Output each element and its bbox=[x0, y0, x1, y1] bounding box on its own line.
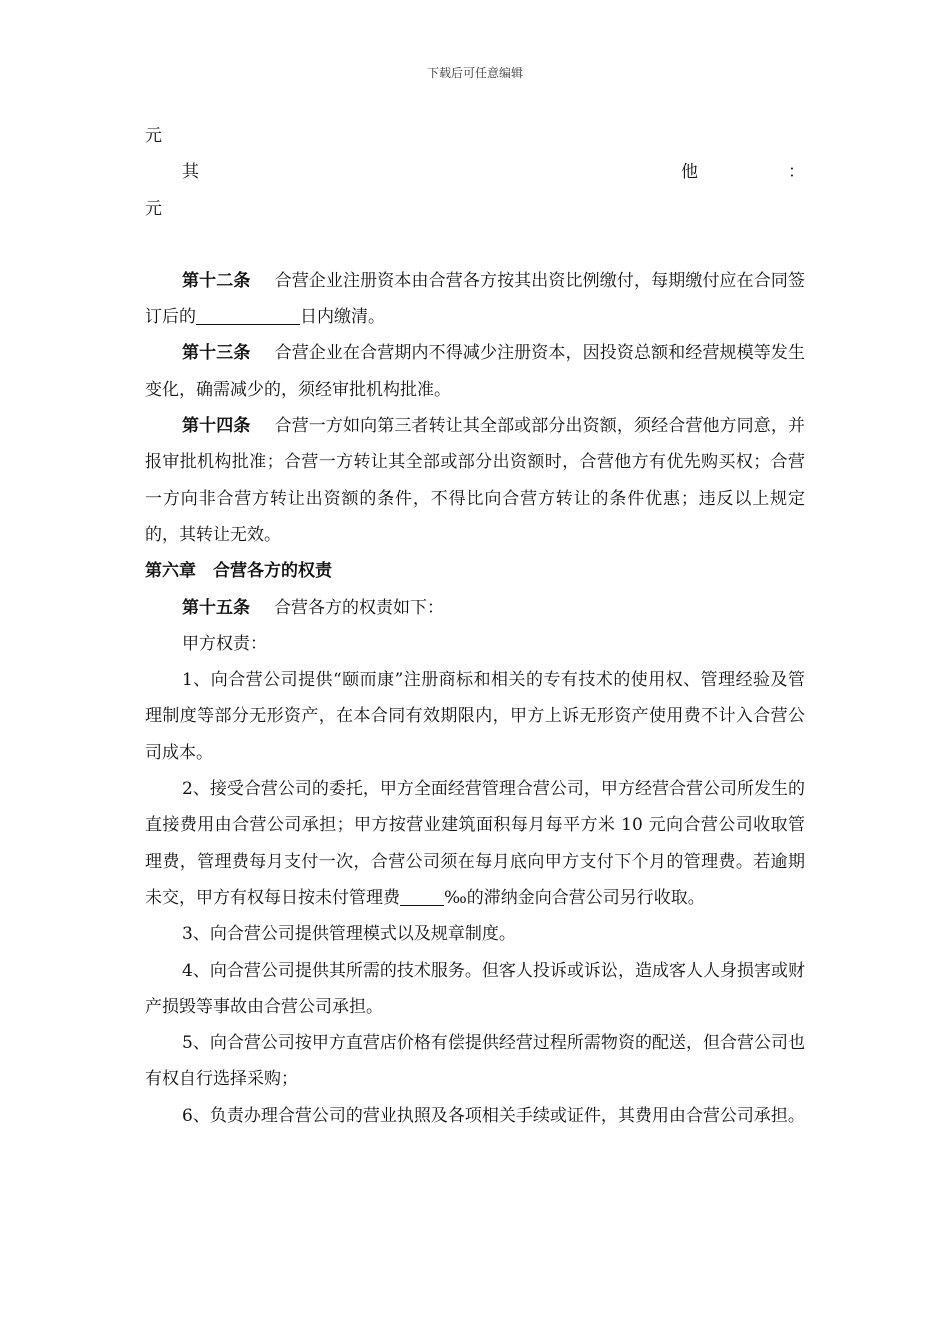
article-14 bbox=[145, 408, 805, 553]
article-14-title: 第十四条 bbox=[182, 416, 251, 437]
party-a-heading: 甲方权责： bbox=[182, 633, 267, 654]
blank-days bbox=[196, 306, 300, 325]
article-13-title: 第十三条 bbox=[182, 343, 251, 364]
other-left: 其 bbox=[182, 162, 199, 183]
article-12-text1: 合营企业注册资本由合营各方按其出资比例缴付，每期缴付应在合同签订后的 bbox=[145, 270, 806, 328]
party-a-item-2-text-a: 2、接受合营公司的委托，甲方全面经营管理合营公司，甲方经营合营公司所发生的直接费用由合营公司承担；甲方按营业建筑面积每月每平方米 10 元向合营公司收取管理费，管理费每月支付一次，合营公司须在每月底向甲方支付下个月的管理费。若逾期未交，甲方有权每日按未付管理费 bbox=[145, 779, 805, 908]
article-15-text: 合营各方的权责如下： bbox=[274, 597, 444, 618]
party-a-item-1: 1、向合营公司提供“颐而康”注册商标和相关的专有技术的使用权、管理经验及管理制度等部分无形资产，在本合同有效期限内，甲方上诉无形资产使用费不计入合营公司成本。 bbox=[145, 670, 805, 763]
yuan-line-1: 元 bbox=[145, 126, 162, 146]
party-a-item-2-text-b: ‰的滞纳金向合营公司另行收取。 bbox=[444, 887, 705, 908]
page-header: 下载后可任意编辑 bbox=[426, 66, 523, 80]
party-a-item-3: 3、向合营公司提供管理模式以及规章制度。 bbox=[182, 924, 516, 945]
article-12 bbox=[145, 263, 805, 336]
yuan-line-2: 元 bbox=[145, 198, 162, 219]
article-15-title: 第十五条 bbox=[182, 597, 250, 618]
party-a-item-6: 6、负责办理合营公司的营业执照及各项相关手续或证件，其费用由合营公司承担。 bbox=[182, 1105, 805, 1126]
document-body bbox=[145, 118, 805, 1134]
article-15 bbox=[145, 590, 805, 626]
spacer bbox=[145, 227, 805, 263]
other-line bbox=[145, 154, 805, 190]
blank-permille bbox=[400, 887, 444, 906]
other-colon: ： bbox=[788, 162, 805, 183]
chapter-6-title: 第六章 合营各方的权责 bbox=[145, 561, 332, 582]
article-14-text: 合营一方如向第三者转让其全部或部分出资额，须经合营他方同意，并报审批机构批准；合营一方转让其全部或部分出资额时，合营他方有优先购买权；合营一方向非合营方转让出资额的条件，不得比向合营方转让的条件优惠；违反以上规定的，其转让无效。 bbox=[145, 416, 806, 545]
article-12-title: 第十二条 bbox=[182, 270, 251, 291]
article-12-text2: 日内缴清。 bbox=[300, 307, 385, 328]
party-a-item-5: 5、向合营公司按甲方直营店价格有偿提供经营过程所需物资的配送，但合营公司也有权自行选择采购； bbox=[145, 1033, 805, 1090]
other-mid: 他 bbox=[681, 162, 698, 183]
article-13-text: 合营企业在合营期内不得减少注册资本，因投资总额和经营规模等发生变化，确需减少的，须经审批机构批准。 bbox=[145, 343, 806, 400]
article-13 bbox=[145, 335, 805, 408]
party-a-item-2 bbox=[145, 771, 805, 916]
party-a-item-4: 4、向合营公司提供其所需的技术服务。但客人投诉或诉讼，造成客人人身损害或财产损毁等事故由合营公司承担。 bbox=[145, 960, 805, 1017]
